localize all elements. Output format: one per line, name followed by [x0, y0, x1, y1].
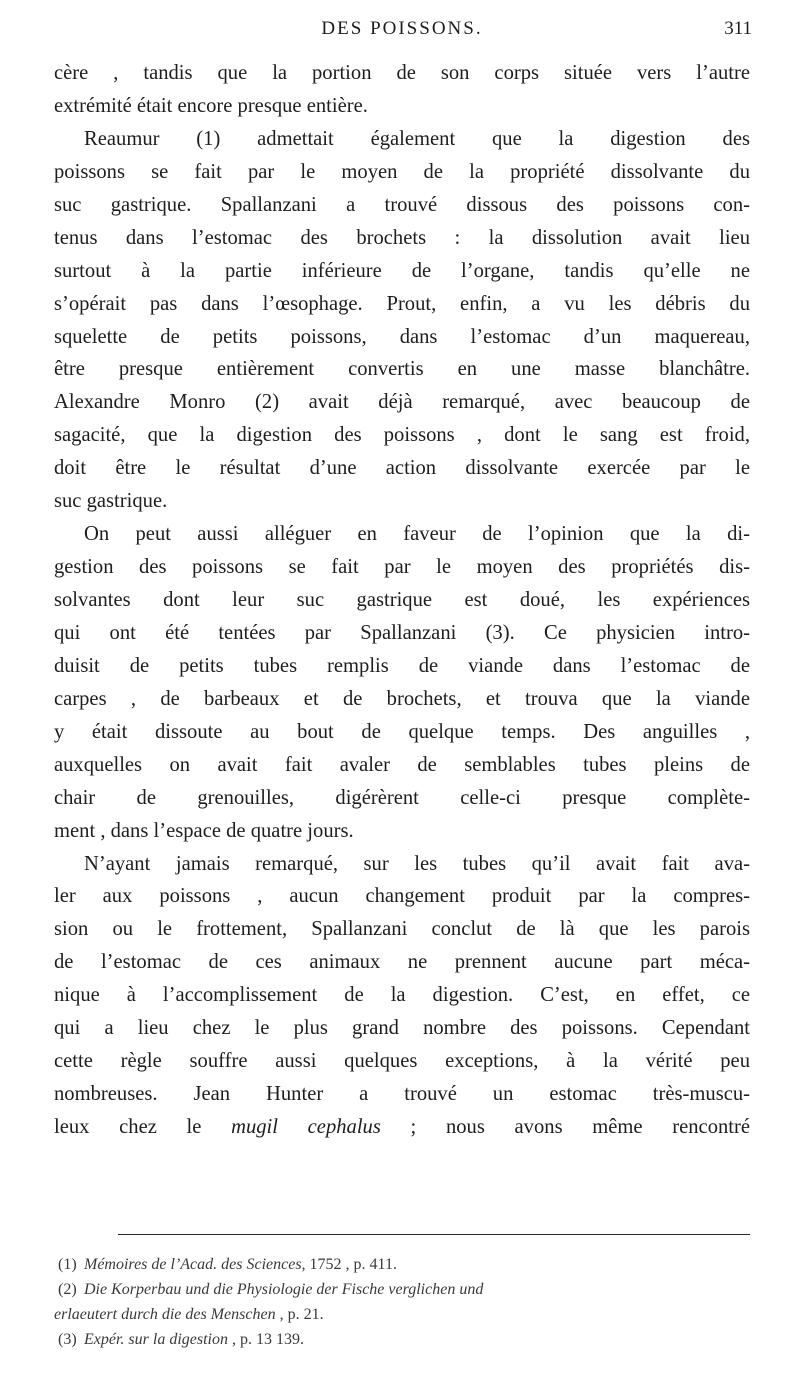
text-line: qui ont été tentées par Spallanzani (3). Ce physicien intro-	[54, 621, 750, 644]
text-line: suc gastrique. Spallanzani a trouvé dissous des poissons con-	[54, 193, 750, 216]
text-line: de l’estomac de ces animaux ne prennent aucune part méca-	[54, 951, 750, 974]
text-line: carpes , de barbeaux et de brochets, et trouva que la viande	[54, 687, 750, 710]
footnote	[54, 1327, 750, 1352]
running-title: DES POISSONS.	[321, 18, 483, 39]
footnote-title: erlaeutert durch die des Menschen	[54, 1306, 276, 1323]
text-line: Alexandre Monro (2) avait déjà remarqué, avec beaucoup de	[54, 391, 750, 414]
running-head	[52, 14, 752, 46]
text-line: squelette de petits poissons, dans l’estomac d’un maquereau,	[54, 325, 750, 348]
text-line: Reaumur (1) admettait également que la digestion des	[84, 127, 750, 150]
footnote-title: Expér. sur la digestion	[84, 1331, 228, 1348]
text-line: On peut aussi alléguer en faveur de l’opinion que la di-	[84, 523, 750, 546]
text-line: tenus dans l’estomac des brochets : la dissolution avait lieu	[54, 226, 750, 249]
text-line: N’ayant jamais remarqué, sur les tubes qu’il avait fait ava-	[84, 852, 750, 875]
text-line: doit être le résultat d’une action dissolvante exercée par le	[54, 457, 750, 480]
text-line: cette règle souffre aussi quelques exceptions, à la vérité peu	[54, 1050, 750, 1073]
footnote-ref: , p. 21.	[275, 1306, 324, 1323]
body-text	[54, 57, 750, 1144]
footnote	[54, 1277, 750, 1302]
text-line: gestion des poissons se fait par le moyen des propriétés dis-	[54, 556, 750, 579]
text-line: nombreuses. Jean Hunter a trouvé un estomac très-muscu-	[54, 1083, 750, 1106]
footnote-mark: (2)	[58, 1281, 77, 1298]
footnote-title: Mémoires de l’Acad. des Sciences,	[84, 1256, 306, 1273]
text-line: être presque entièrement convertis en une masse blanchâtre.	[54, 358, 750, 381]
footnote	[54, 1252, 750, 1277]
footnote-rule	[118, 1234, 750, 1235]
text-line: qui a lieu chez le plus grand nombre des poissons. Cependant	[54, 1017, 750, 1040]
footnote-mark: (1)	[58, 1256, 77, 1273]
text-line: sion ou le frottement, Spallanzani conclut de là que les parois	[54, 918, 750, 941]
text-line: cère , tandis que la portion de son corps située vers l’autre	[54, 62, 750, 84]
text-line: suc gastrique.	[54, 490, 168, 513]
page-number: 311	[724, 18, 752, 39]
footnote-ref: , p. 13 139.	[228, 1331, 304, 1348]
text-line: surtout à la partie inférieure de l’organe, tandis qu’elle ne	[54, 259, 750, 282]
text-line: ment , dans l’espace de quatre jours.	[54, 819, 354, 842]
text-line: ler aux poissons , aucun changement produit par la compres-	[54, 885, 750, 908]
text-line: sagacité, que la digestion des poissons , dont le sang est froid,	[54, 424, 750, 447]
text-line: s’opérait pas dans l’œsophage. Prout, enfin, a vu les débris du	[54, 292, 750, 315]
footnote	[54, 1302, 750, 1327]
text-line: extrémité était encore presque entière.	[54, 94, 368, 117]
footnote-title: Die Korperbau und die Physiologie der Fische verglichen und	[84, 1281, 484, 1298]
text-line: nique à l’accomplissement de la digestion. C’est, en effet, ce	[54, 984, 750, 1007]
text-line: chair de grenouilles, digérèrent celle-ci presque complète-	[54, 786, 750, 809]
footnote-mark: (3)	[58, 1331, 77, 1348]
text-line: leux chez le mugil cephalus ; nous avons même rencontré	[54, 1116, 750, 1138]
text-line: poissons se fait par le moyen de la propriété dissolvante du	[54, 160, 750, 183]
text-line: auxquelles on avait fait avaler de semblables tubes pleins de	[54, 753, 750, 776]
footnotes	[54, 1252, 750, 1352]
footnote-ref: 1752 , p. 411.	[305, 1256, 397, 1273]
text-line: solvantes dont leur suc gastrique est doué, les expériences	[54, 589, 750, 611]
text-line: duisit de petits tubes remplis de viande dans l’estomac de	[54, 654, 750, 677]
text-line: y était dissoute au bout de quelque temps. Des anguilles ,	[54, 720, 750, 743]
species-name: mugil cephalus	[231, 1116, 381, 1138]
